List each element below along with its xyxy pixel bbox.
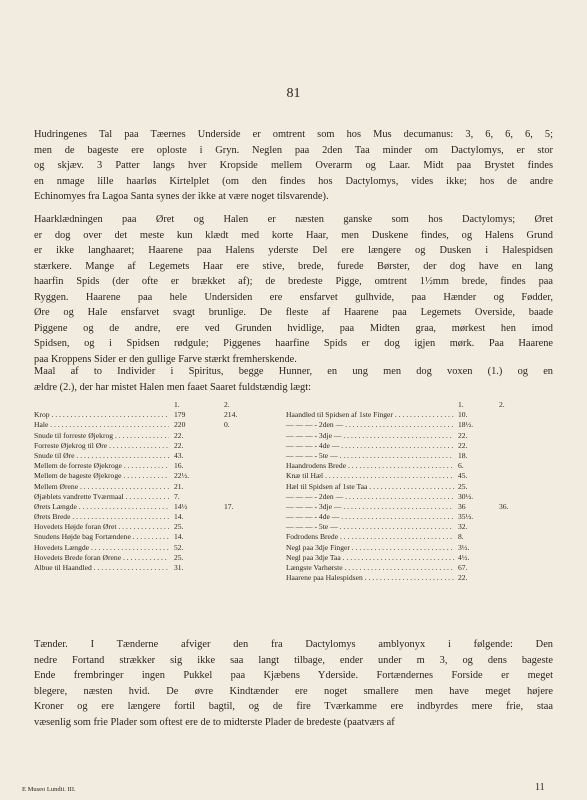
text-line: og skjæv. 3 Patter langs hver Kropside mellem Overarm og Laar. Midt paa Brystet findes [34, 160, 553, 171]
measurement-label: Mellem Ørene . . . [34, 482, 169, 492]
table-row [34, 451, 274, 461]
text-line: Øre og Hale ensfarvet svagt brunlige. De fleste af Haarene paa Legemets Overside, baade [34, 307, 553, 318]
measurement-label: Mellem de forreste Øjekroge . . . [34, 461, 169, 471]
text-line: Haarklædningen paa Øret og Halen er næsten ganske som hos Dactylomys; Øret [34, 214, 553, 225]
measurement-label: Haandled til Spidsen af 1ste Finger . . . [286, 410, 454, 420]
table-row [286, 563, 553, 573]
measurement-label: — — — - 3dje — . . . [286, 431, 454, 441]
table-row [34, 461, 274, 471]
value-specimen-2: 0. [224, 420, 230, 430]
table-row [286, 573, 553, 583]
table-header [34, 400, 274, 410]
value-specimen-1: 18½. [458, 420, 474, 430]
table-row [34, 420, 274, 430]
table-row [286, 451, 553, 461]
value-specimen-1: 18. [458, 450, 468, 460]
value-specimen-1: 45. [458, 471, 468, 481]
table-row [286, 471, 553, 481]
value-specimen-1: 22. [458, 440, 468, 450]
table-header [286, 400, 553, 410]
text-line: Spidsen, og i Spidsen rødgule; Piggenes haarfine Spids er dog igjen mørk. Paa Haarene [34, 338, 553, 349]
value-specimen-1: 25. [174, 522, 184, 532]
text-line: stærkere. Mange af Legemets Haar ere stive, brede, furede Børster, der dog have en lang [34, 260, 553, 272]
value-specimen-1: 16. [174, 461, 184, 471]
text-line: blegere, næsten hvid. De øvre Kindtænder ere noget smallere men have meget højere [34, 685, 553, 697]
value-specimen-1: 8. [458, 532, 464, 542]
value-specimen-2: 214. [224, 410, 238, 420]
text-line: væsenlig som frie Plader som oftest ere de to midterste Plader de bredeste (paatværs af [34, 716, 395, 728]
measurement-label: Hale . . . [34, 420, 169, 430]
measurement-label: Negl paa 3dje Finger . . . [286, 543, 454, 553]
footer-signature-mark: 11 [535, 782, 545, 793]
table-row [286, 553, 553, 563]
measurement-label: Hæl til Spidsen af 1ste Taa . . . [286, 482, 454, 492]
value-specimen-1: 52. [174, 542, 184, 552]
table-row [34, 502, 274, 512]
value-specimen-1: 22½. [174, 471, 190, 481]
text-line: er ikke langhaaret; Haarene paa Halens yderste Del ere længere og Dusken i Halespidsen [34, 245, 553, 256]
measurement-label: — — — - 2den — . . . [286, 492, 454, 502]
table-row [34, 512, 274, 522]
measurement-label: Albue til Haandled . . . [34, 563, 169, 573]
measurement-label: Snude til Øre . . . [34, 451, 169, 461]
table-row [34, 563, 274, 573]
value-specimen-1: 7. [174, 491, 180, 501]
table-row [286, 461, 553, 471]
table-row [34, 492, 274, 502]
table-row [286, 441, 553, 451]
footer-series-label: E Museo Lundii. III. [22, 786, 76, 793]
table-row [286, 532, 553, 542]
measurement-label: Negl paa 3dje Taa . . . [286, 553, 454, 563]
table-row [34, 522, 274, 532]
value-specimen-1: 67. [458, 563, 468, 572]
table-row [286, 492, 553, 502]
table-row [34, 532, 274, 542]
text-line: Echinomyes fra Lagoa Santa synes der ikke at være noget tilsvarende). [34, 191, 329, 202]
column-header-2: 2. [224, 400, 230, 409]
measurement-label: — — — - 2den — . . . [286, 420, 454, 430]
measurement-label: Mellem de bageste Øjekroge . . . [34, 471, 169, 481]
measurement-label: Øjæblets vandrette Tværmaal . . . [34, 492, 169, 502]
table-row [286, 522, 553, 532]
value-specimen-1: 22. [174, 430, 184, 440]
value-specimen-1: 31. [174, 563, 184, 572]
text-line: Ende frembringer ingen Pukkel paa Kjæbens Yderside. Fortændernes Forside er meget [34, 670, 553, 681]
value-specimen-1: 21. [174, 481, 184, 491]
measurement-label: — — — - 5te — . . . [286, 451, 454, 461]
value-specimen-1: 14. [174, 532, 184, 542]
paragraph-teeth [34, 637, 553, 730]
measurement-label: Snude til forreste Øjekrog . . . [34, 431, 169, 441]
table-row [34, 553, 274, 563]
value-specimen-2: 17. [224, 501, 234, 511]
value-specimen-1: 22. [174, 440, 184, 450]
measurement-label: Haarene paa Halespidsen . . . [286, 573, 454, 583]
value-specimen-1: 22. [458, 573, 468, 583]
measurement-label: Snudens Højde bag Fortændene . . . [34, 532, 169, 542]
table-row [286, 502, 553, 512]
measurement-label: Knæ til Hæl . . . [286, 471, 454, 481]
text-line: men de bageste ere oploste i Gryn. Neglen paa 2den Taa minder om Dactylomys, er stor [34, 144, 553, 156]
measurement-label: Fodrodens Brede . . . [286, 532, 454, 542]
text-line: en nmage lille haarløs Kirtelplet (om den findes hos Dactylomys, vides ikke; hos de andre [34, 175, 553, 187]
table-row [34, 482, 274, 492]
value-specimen-1: 3½. [458, 542, 470, 552]
table-row [286, 431, 553, 441]
measurement-label: — — — - 3dje — . . . [286, 502, 454, 512]
measurement-label: Længste Varhørste . . . [286, 563, 454, 573]
measurement-label: — — — - 4de — . . . [286, 441, 454, 451]
value-specimen-1: 36 [458, 501, 466, 511]
measurement-label: Haandrodens Brede . . . [286, 461, 454, 471]
text-line: Maal af to Individer i Spiritus, begge Hunner, en ung men dog voxen (1.) og en [34, 366, 553, 377]
column-header-2: 2. [499, 400, 505, 409]
text-line: ældre (2.), der har mistet Halen men faaet Saaret fuldstændig lægt: [34, 381, 312, 393]
measurement-label: Hovedets Længde . . . [34, 543, 169, 553]
text-line: Hudringenes Tal paa Tæernes Underside er omtrent som hos Mus decumanus: 3, 6, 6, 6, 5; [34, 129, 553, 140]
value-specimen-1: 14. [174, 512, 184, 522]
table-row [34, 431, 274, 441]
page-number: 81 [286, 86, 301, 101]
table-row [34, 471, 274, 481]
measurement-table-left [34, 400, 274, 573]
text-line: Ryggen. Haarene paa hele Undersiden ere ensfarvet gulhvide, paa Hænder og Fødder, [34, 291, 553, 303]
measurement-label: — — — - 4de — . . . [286, 512, 454, 522]
measurement-label: Hovedets Højde foran Øret . . . [34, 522, 169, 532]
column-header-1: 1. [174, 400, 180, 409]
text-line: paa Kroppens Sider er den gullige Farve stærkt fremherskende. [34, 353, 297, 365]
value-specimen-1: 35½. [458, 512, 474, 522]
table-row [34, 543, 274, 553]
measurement-label: Ørets Brede . . . [34, 512, 169, 522]
measurement-label: Ørets Længde . . . [34, 502, 169, 512]
measurement-label: Forreste Øjekrog til Øre . . . [34, 441, 169, 451]
measurement-label: Krop . . . [34, 410, 169, 420]
value-specimen-1: 179 [174, 410, 186, 420]
value-specimen-1: 43. [174, 450, 184, 460]
paragraph-pelage [34, 212, 553, 367]
text-line: haarfin Spids (der ofte er brækket af); de bredeste Pigge, omtrent 1½mm brede, findes paa [34, 276, 553, 287]
value-specimen-1: 25. [174, 552, 184, 562]
measurement-table-right [286, 400, 553, 583]
value-specimen-1: 6. [458, 461, 464, 471]
paragraph-hair-tubercles [34, 127, 553, 205]
text-line: er dog over det meste kun klædt med korte Haar, men Duskene findes, og Halens Grund [34, 229, 553, 241]
text-line: Kroner og ere længere fortil bagtil, og de fire Tværkamme ere indbyrdes mere frie, staa [34, 701, 553, 712]
measurement-label: — — — - 5te — . . . [286, 522, 454, 532]
table-row [286, 482, 553, 492]
table-row [286, 410, 553, 420]
table-row [34, 410, 274, 420]
value-specimen-1: 14½ [174, 501, 188, 511]
text-line: Tænder. I Tænderne afviger den fra Dactylomys amblyonyx i følgende: Den [34, 639, 553, 650]
measurement-tables [34, 400, 553, 632]
column-header-1: 1. [458, 400, 464, 409]
value-specimen-1: 22. [458, 430, 468, 440]
measurement-label: Hovedets Brede foran Ørene . . . [34, 553, 169, 563]
text-line: Piggene og de andre, ere ved Grunden hvidlige, paa Midten graa, mørkest hen imod [34, 322, 553, 334]
value-specimen-1: 25. [458, 481, 468, 491]
table-row [286, 420, 553, 430]
table-row [286, 543, 553, 553]
table-row [286, 512, 553, 522]
value-specimen-1: 30½. [458, 491, 474, 501]
value-specimen-1: 32. [458, 522, 468, 532]
value-specimen-1: 4½. [458, 552, 470, 562]
paragraph-measurements-intro [34, 364, 553, 395]
value-specimen-1: 10. [458, 410, 468, 420]
value-specimen-1: 220 [174, 420, 186, 430]
value-specimen-2: 36. [499, 501, 509, 511]
text-line: nedre Fortand strækker sig ikke saa langt tilbage, ender under m 3, og dens bageste [34, 654, 553, 666]
table-row [34, 441, 274, 451]
